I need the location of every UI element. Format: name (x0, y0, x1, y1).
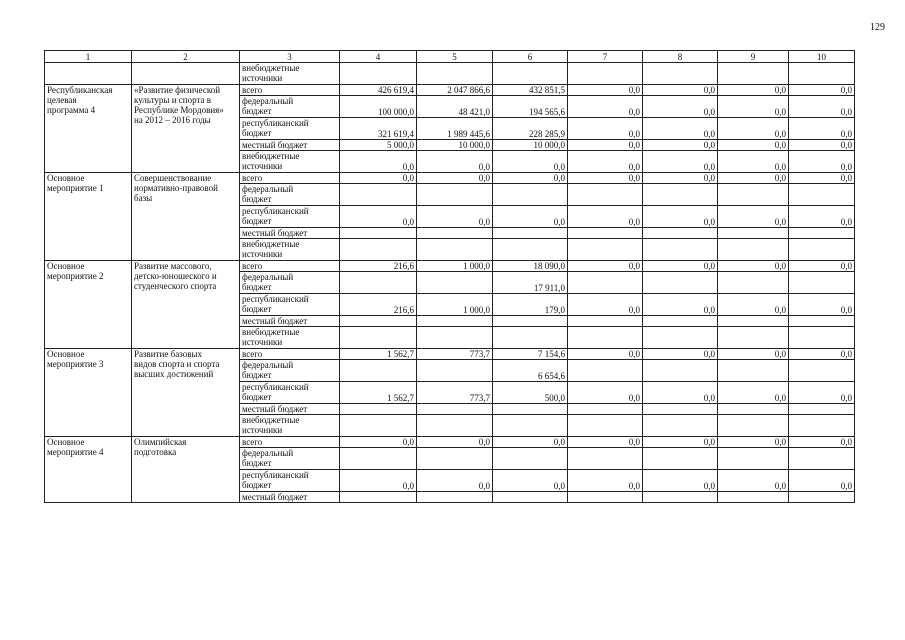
amount-cell (789, 239, 855, 261)
amount-cell: 0,0 (643, 173, 718, 184)
amount-cell (789, 316, 855, 327)
amount-cell: 0,0 (718, 206, 789, 228)
funding-source-cell: республиканский бюджет (240, 118, 340, 140)
activity-type-cell: Основное мероприятие 2 (45, 261, 132, 349)
amount-cell: 0,0 (417, 173, 493, 184)
amount-cell: 0,0 (568, 470, 643, 492)
amount-cell (493, 448, 568, 470)
column-header: 9 (718, 51, 789, 63)
header-row (45, 51, 855, 63)
amount-cell: 1 562,7 (340, 349, 417, 360)
table-row (45, 261, 855, 272)
amount-cell (417, 327, 493, 349)
activity-name-cell: Олимпийская подготовка (132, 437, 240, 503)
amount-cell (789, 184, 855, 206)
amount-cell (340, 415, 417, 437)
amount-cell: 0,0 (718, 118, 789, 140)
amount-cell (568, 239, 643, 261)
amount-cell: 500,0 (493, 382, 568, 404)
amount-cell (718, 327, 789, 349)
amount-cell (718, 272, 789, 294)
amount-cell (643, 184, 718, 206)
column-header: 7 (568, 51, 643, 63)
amount-cell: 426 619,4 (340, 85, 417, 96)
amount-cell (718, 360, 789, 382)
amount-cell (789, 272, 855, 294)
amount-cell: 10 000,0 (493, 140, 568, 151)
amount-cell: 773,7 (417, 382, 493, 404)
amount-cell (718, 184, 789, 206)
budget-table (44, 50, 855, 503)
amount-cell: 0,0 (568, 349, 643, 360)
amount-cell: 0,0 (643, 437, 718, 448)
amount-cell: 0,0 (643, 118, 718, 140)
amount-cell: 1 000,0 (417, 294, 493, 316)
amount-cell (417, 360, 493, 382)
amount-cell (643, 228, 718, 239)
amount-cell: 0,0 (718, 294, 789, 316)
amount-cell: 0,0 (643, 382, 718, 404)
amount-cell: 17 911,0 (493, 272, 568, 294)
funding-source-cell: республиканский бюджет (240, 206, 340, 228)
amount-cell (493, 316, 568, 327)
amount-cell (718, 239, 789, 261)
activity-name-cell: Совершенствование нормативно-правовой базы (132, 173, 240, 261)
funding-source-cell: местный бюджет (240, 492, 340, 503)
amount-cell: 0,0 (789, 261, 855, 272)
amount-cell (493, 492, 568, 503)
amount-cell (340, 272, 417, 294)
funding-source-cell: местный бюджет (240, 228, 340, 239)
amount-cell: 0,0 (493, 470, 568, 492)
amount-cell: 0,0 (718, 261, 789, 272)
funding-source-cell: местный бюджет (240, 404, 340, 415)
amount-cell: 194 565,6 (493, 96, 568, 118)
amount-cell (789, 360, 855, 382)
page-number: 129 (870, 22, 885, 33)
amount-cell: 0,0 (718, 140, 789, 151)
funding-source-cell: внебюджетные источники (240, 327, 340, 349)
amount-cell (643, 492, 718, 503)
amount-cell (417, 184, 493, 206)
column-header: 10 (789, 51, 855, 63)
amount-cell (568, 492, 643, 503)
amount-cell (643, 63, 718, 85)
amount-cell: 2 047 866,6 (417, 85, 493, 96)
amount-cell (643, 404, 718, 415)
funding-source-cell: всего (240, 437, 340, 448)
amount-cell: 0,0 (417, 470, 493, 492)
funding-source-cell: республиканский бюджет (240, 294, 340, 316)
amount-cell: 0,0 (643, 261, 718, 272)
table-row (45, 63, 855, 85)
activity-name-cell: Развитие массового, детско-юношеского и студенческого спорта (132, 261, 240, 349)
table-row (45, 85, 855, 96)
amount-cell: 0,0 (340, 173, 417, 184)
funding-source-cell: федеральный бюджет (240, 272, 340, 294)
amount-cell (789, 415, 855, 437)
amount-cell: 228 285,9 (493, 118, 568, 140)
funding-source-cell: всего (240, 173, 340, 184)
amount-cell (643, 316, 718, 327)
amount-cell: 0,0 (340, 437, 417, 448)
amount-cell (568, 404, 643, 415)
amount-cell: 1 000,0 (417, 261, 493, 272)
amount-cell: 0,0 (718, 470, 789, 492)
amount-cell (568, 448, 643, 470)
amount-cell: 0,0 (789, 173, 855, 184)
amount-cell (789, 492, 855, 503)
amount-cell (340, 360, 417, 382)
funding-source-cell: федеральный бюджет (240, 184, 340, 206)
amount-cell (718, 404, 789, 415)
amount-cell: 0,0 (493, 437, 568, 448)
amount-cell (340, 316, 417, 327)
amount-cell (718, 415, 789, 437)
column-header: 2 (132, 51, 240, 63)
amount-cell (568, 316, 643, 327)
amount-cell: 0,0 (789, 85, 855, 96)
amount-cell: 0,0 (568, 118, 643, 140)
amount-cell: 0,0 (417, 206, 493, 228)
amount-cell (417, 239, 493, 261)
amount-cell: 0,0 (718, 382, 789, 404)
amount-cell: 0,0 (718, 151, 789, 173)
amount-cell (718, 228, 789, 239)
funding-source-cell: федеральный бюджет (240, 360, 340, 382)
amount-cell: 0,0 (643, 294, 718, 316)
amount-cell: 0,0 (789, 437, 855, 448)
amount-cell: 0,0 (493, 173, 568, 184)
column-header: 1 (45, 51, 132, 63)
activity-name-cell (132, 63, 240, 85)
column-header: 5 (417, 51, 493, 63)
amount-cell (568, 327, 643, 349)
activity-type-cell: Основное мероприятие 4 (45, 437, 132, 503)
amount-cell (340, 448, 417, 470)
amount-cell: 18 090,0 (493, 261, 568, 272)
amount-cell: 0,0 (643, 85, 718, 96)
amount-cell: 1 989 445,6 (417, 118, 493, 140)
amount-cell: 0,0 (643, 349, 718, 360)
amount-cell (718, 492, 789, 503)
amount-cell (568, 63, 643, 85)
amount-cell (643, 239, 718, 261)
amount-cell: 0,0 (568, 96, 643, 118)
table-row (45, 349, 855, 360)
amount-cell (789, 228, 855, 239)
amount-cell: 100 000,0 (340, 96, 417, 118)
table-row (45, 437, 855, 448)
amount-cell: 0,0 (340, 151, 417, 173)
amount-cell (568, 184, 643, 206)
amount-cell (493, 63, 568, 85)
amount-cell (568, 272, 643, 294)
amount-cell: 432 851,5 (493, 85, 568, 96)
amount-cell: 773,7 (417, 349, 493, 360)
funding-source-cell: всего (240, 349, 340, 360)
amount-cell (643, 360, 718, 382)
funding-source-cell: всего (240, 85, 340, 96)
amount-cell: 0,0 (568, 261, 643, 272)
amount-cell: 0,0 (718, 437, 789, 448)
amount-cell: 0,0 (718, 173, 789, 184)
amount-cell (417, 448, 493, 470)
amount-cell: 0,0 (789, 382, 855, 404)
funding-source-cell: местный бюджет (240, 316, 340, 327)
amount-cell (718, 448, 789, 470)
amount-cell: 0,0 (643, 151, 718, 173)
amount-cell (417, 404, 493, 415)
amount-cell: 0,0 (568, 151, 643, 173)
amount-cell: 0,0 (789, 470, 855, 492)
amount-cell: 0,0 (789, 206, 855, 228)
table-row (45, 173, 855, 184)
funding-source-cell: федеральный бюджет (240, 448, 340, 470)
column-header: 3 (240, 51, 340, 63)
funding-source-cell: внебюджетные источники (240, 415, 340, 437)
amount-cell: 216,6 (340, 261, 417, 272)
amount-cell (568, 228, 643, 239)
amount-cell (643, 448, 718, 470)
amount-cell (417, 63, 493, 85)
amount-cell: 0,0 (643, 96, 718, 118)
amount-cell (493, 184, 568, 206)
amount-cell: 0,0 (340, 470, 417, 492)
column-header: 8 (643, 51, 718, 63)
amount-cell (568, 415, 643, 437)
amount-cell (417, 492, 493, 503)
funding-source-cell: внебюджетные источники (240, 239, 340, 261)
amount-cell: 0,0 (643, 140, 718, 151)
amount-cell: 0,0 (568, 206, 643, 228)
amount-cell: 0,0 (718, 85, 789, 96)
amount-cell (417, 228, 493, 239)
amount-cell: 7 154,6 (493, 349, 568, 360)
activity-type-cell (45, 63, 132, 85)
amount-cell: 6 654,6 (493, 360, 568, 382)
amount-cell: 216,6 (340, 294, 417, 316)
amount-cell: 0,0 (718, 349, 789, 360)
amount-cell (340, 63, 417, 85)
amount-cell: 10 000,0 (417, 140, 493, 151)
funding-source-cell: внебюджетные источники (240, 63, 340, 85)
amount-cell: 0,0 (643, 206, 718, 228)
amount-cell: 0,0 (789, 118, 855, 140)
funding-source-cell: республиканский бюджет (240, 470, 340, 492)
amount-cell (417, 316, 493, 327)
amount-cell (643, 272, 718, 294)
amount-cell: 1 562,7 (340, 382, 417, 404)
activity-type-cell: Основное мероприятие 3 (45, 349, 132, 437)
activity-name-cell: «Развитие физической культуры и спорта в Республике Мордовия» на 2012 – 2016 годы (132, 85, 240, 173)
amount-cell: 321 619,4 (340, 118, 417, 140)
funding-source-cell: местный бюджет (240, 140, 340, 151)
amount-cell (493, 415, 568, 437)
funding-source-cell: республиканский бюджет (240, 382, 340, 404)
amount-cell (789, 404, 855, 415)
amount-cell: 0,0 (643, 470, 718, 492)
amount-cell: 48 421,0 (417, 96, 493, 118)
amount-cell: 0,0 (568, 437, 643, 448)
amount-cell (340, 184, 417, 206)
activity-type-cell: Основное мероприятие 1 (45, 173, 132, 261)
amount-cell (643, 327, 718, 349)
amount-cell: 0,0 (417, 151, 493, 173)
amount-cell (340, 228, 417, 239)
funding-source-cell: федеральный бюджет (240, 96, 340, 118)
amount-cell: 0,0 (568, 294, 643, 316)
amount-cell: 0,0 (789, 151, 855, 173)
amount-cell: 0,0 (493, 206, 568, 228)
amount-cell: 0,0 (417, 437, 493, 448)
amount-cell (493, 404, 568, 415)
amount-cell (493, 239, 568, 261)
column-header: 6 (493, 51, 568, 63)
amount-cell (789, 63, 855, 85)
amount-cell (340, 239, 417, 261)
amount-cell (718, 316, 789, 327)
activity-type-cell: Республиканская целевая программа 4 (45, 85, 132, 173)
amount-cell: 0,0 (340, 206, 417, 228)
amount-cell (417, 272, 493, 294)
amount-cell: 0,0 (789, 294, 855, 316)
funding-source-cell: внебюджетные источники (240, 151, 340, 173)
amount-cell: 0,0 (493, 151, 568, 173)
amount-cell: 0,0 (568, 382, 643, 404)
amount-cell (493, 327, 568, 349)
funding-source-cell: всего (240, 261, 340, 272)
amount-cell (340, 404, 417, 415)
amount-cell: 0,0 (789, 349, 855, 360)
amount-cell (493, 228, 568, 239)
amount-cell: 179,0 (493, 294, 568, 316)
amount-cell (789, 327, 855, 349)
amount-cell: 0,0 (568, 173, 643, 184)
amount-cell (340, 492, 417, 503)
amount-cell (417, 415, 493, 437)
amount-cell (568, 360, 643, 382)
amount-cell: 0,0 (789, 96, 855, 118)
amount-cell: 0,0 (718, 96, 789, 118)
amount-cell (340, 327, 417, 349)
amount-cell: 0,0 (789, 140, 855, 151)
amount-cell: 0,0 (568, 85, 643, 96)
amount-cell: 0,0 (568, 140, 643, 151)
amount-cell (718, 63, 789, 85)
activity-name-cell: Развитие базовых видов спорта и спорта высших достижений (132, 349, 240, 437)
column-header: 4 (340, 51, 417, 63)
amount-cell (643, 415, 718, 437)
amount-cell: 5 000,0 (340, 140, 417, 151)
amount-cell (789, 448, 855, 470)
